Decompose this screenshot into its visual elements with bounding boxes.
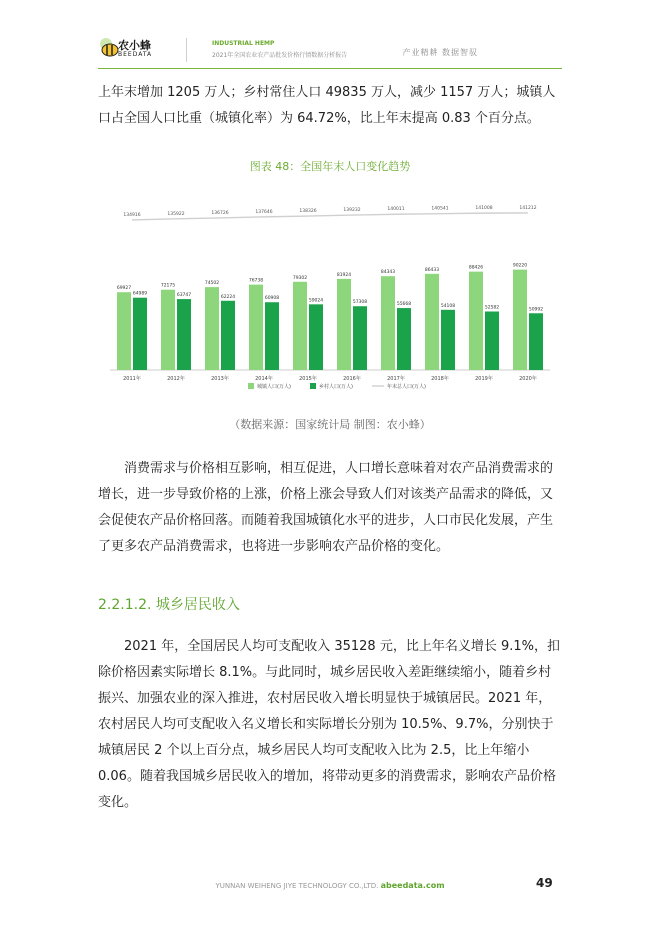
rural-bar (529, 313, 543, 370)
rural-data-label: 55668 (396, 302, 412, 308)
urban-bar (425, 274, 439, 370)
urban-data-label: 90220 (512, 263, 528, 269)
urban-bar (469, 272, 483, 370)
report-title: 2021年全国农业农产品批发价格行情数据分析报告 (212, 52, 348, 59)
rural-data-label: 60908 (264, 296, 280, 302)
total-data-label: 140011 (387, 207, 405, 213)
x-tick-label: 2018年 (431, 376, 449, 382)
rural-data-label: 63747 (176, 293, 192, 299)
x-tick-label: 2012年 (167, 376, 185, 382)
total-data-label: 136726 (211, 210, 229, 216)
urban-data-label: 86433 (424, 267, 440, 273)
rural-bar (221, 301, 235, 370)
page-footer (0, 881, 660, 890)
x-tick-label: 2014年 (255, 376, 273, 382)
logo-text: 农小蜂 (118, 39, 151, 52)
x-tick-label: 2013年 (211, 376, 229, 382)
legend-swatch (248, 383, 254, 389)
urban-data-label: 79302 (292, 275, 308, 281)
urban-data-label: 69927 (116, 286, 132, 292)
population-chart (100, 180, 560, 405)
rural-bar (309, 304, 323, 370)
total-data-label: 139232 (343, 208, 361, 214)
rural-data-label: 54108 (440, 303, 456, 309)
page-number: 49 (536, 876, 553, 890)
x-tick-label: 2017年 (387, 376, 405, 382)
total-data-label: 137646 (255, 209, 273, 215)
legend-swatch (310, 383, 316, 389)
rural-bar (485, 312, 499, 370)
urban-bar (293, 282, 307, 370)
report-tag: INDUSTRIAL HEMP (212, 40, 275, 47)
legend-label: 城镇人口(万人) (257, 384, 291, 390)
total-data-label: 135922 (167, 211, 185, 217)
rural-data-label: 52582 (484, 305, 500, 311)
income-paragraph: 2021 年，全国居民人均可支配收入 35128 元，比上年名义增长 9.1%，扣除价格因素实际增长 8.1%。与此同时，城乡居民收入差距继续缩小，随着乡村振兴、加强农业的深入推进，农村居民收入增长明显快于城镇居民。2021 年，农村居民人均可支配收入名义增长和实际增长分别为 10.5%、9.7%，分别快于城镇居民 2 个以上百分点，城乡居民人均可支配收入比为 2.5，比上年缩小 0.06。随着我国城乡居民收入的增加，将带动更多的消费需求，影响农产品价格变化。 (98, 639, 560, 810)
urban-bar (117, 292, 131, 370)
rural-bar (177, 299, 191, 370)
urban-data-label: 84343 (380, 270, 396, 276)
footer-website-link[interactable]: abeedata.com (380, 881, 445, 890)
footer-company: YUNNAN WEIHENG JIYE TECHNOLOGY CO.,LTD. (215, 882, 379, 890)
rural-bar (353, 306, 367, 370)
logo-subtext: BEEDATA (118, 51, 153, 58)
urban-data-label: 81924 (336, 272, 352, 278)
rural-data-label: 62224 (220, 294, 236, 300)
urban-data-label: 74502 (204, 281, 220, 287)
total-data-label: 138326 (299, 209, 317, 215)
header-rule (98, 68, 562, 69)
rural-bar (441, 310, 455, 370)
rural-data-label: 64989 (132, 291, 148, 297)
urban-data-label: 72175 (160, 283, 176, 289)
rural-bar (397, 308, 411, 370)
legend-label: 乡村人口(万人) (319, 384, 353, 390)
urban-bar (205, 287, 219, 370)
header-divider (186, 38, 187, 62)
page-header (0, 0, 660, 70)
intro-paragraph: 上年末增加 1205 万人；乡村常住人口 49835 万人，减少 1157 万人；城镇人口占全国人口比重（城镇化率）为 64.72%，比上年末提高 0.83 个百分点。 (98, 85, 556, 126)
urban-bar (161, 290, 175, 370)
x-tick-label: 2020年 (519, 376, 537, 382)
x-tick-label: 2016年 (343, 376, 361, 382)
rural-data-label: 59024 (308, 298, 324, 304)
rural-bar (265, 302, 279, 370)
legend-label: 年末总人口(万人) (387, 384, 426, 390)
total-data-label: 134916 (123, 212, 141, 218)
urban-data-label: 76738 (248, 278, 264, 284)
consumption-paragraph: 消费需求与价格相互影响，相互促进，人口增长意味着对农产品消费需求的增长，进一步导致价格的上涨，价格上涨会导致人们对该类产品需求的降低，又会促使农产品价格回落。而随着我国城镇化水平的进步，人口市民化发展，产生了更多农产品消费需求，也将进一步影响农产品价格的变化。 (98, 461, 554, 554)
x-tick-label: 2019年 (475, 376, 493, 382)
header-slogan: 产业精耕 数据智驭 (402, 48, 478, 57)
rural-bar (133, 298, 147, 370)
figure-source: （数据来源：国家统计局 制图：农小蜂） (229, 418, 431, 431)
total-data-label: 140541 (431, 206, 449, 212)
section-heading: 2.2.1.2. 城乡居民收入 (98, 597, 240, 613)
urban-data-label: 88426 (468, 265, 484, 271)
rural-data-label: 50992 (528, 307, 544, 313)
total-data-label: 141008 (475, 206, 493, 212)
x-tick-label: 2015年 (299, 376, 317, 382)
total-population-line (132, 213, 528, 220)
total-data-label: 141212 (519, 205, 537, 211)
urban-bar (249, 285, 263, 370)
rural-data-label: 57308 (352, 300, 368, 306)
figure-title: 图表 48：全国年末人口变化趋势 (249, 160, 411, 173)
x-tick-label: 2011年 (123, 376, 141, 382)
urban-bar (337, 279, 351, 370)
urban-bar (513, 270, 527, 370)
urban-bar (381, 276, 395, 370)
